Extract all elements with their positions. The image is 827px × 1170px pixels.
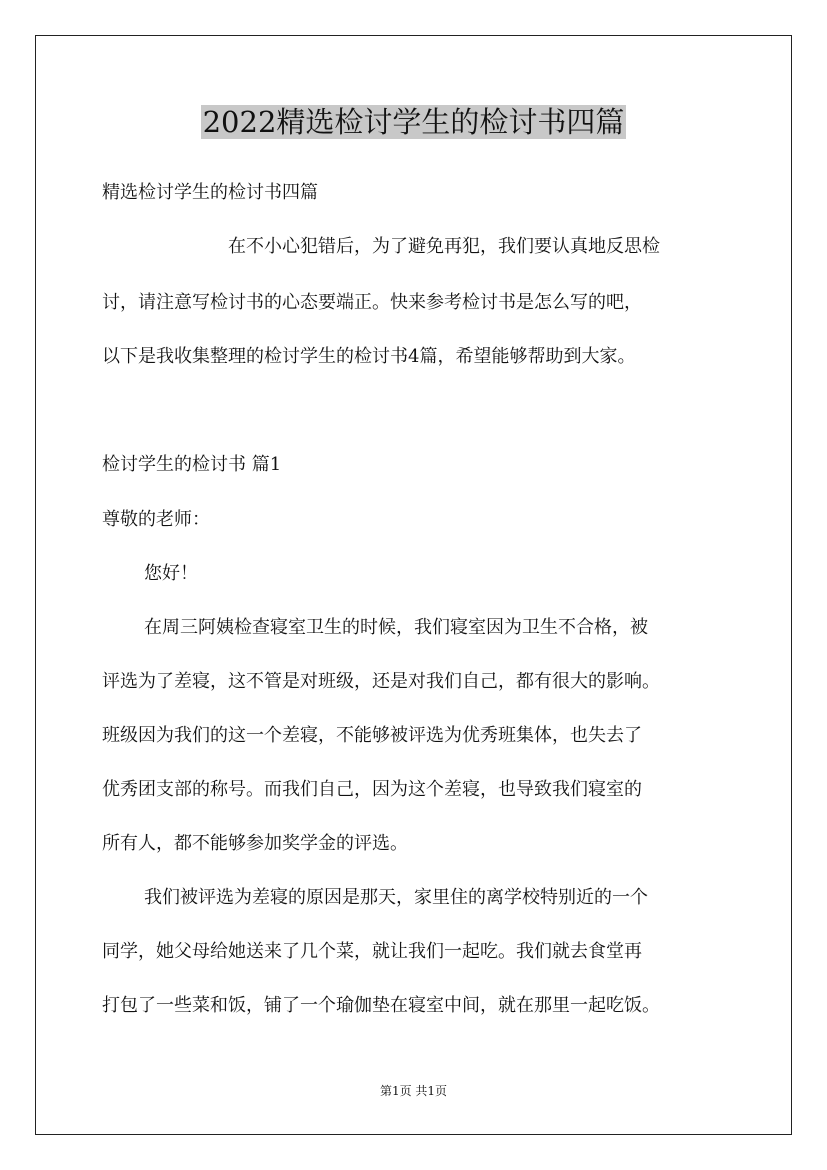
- page-footer: 第1页 共1页: [379, 1084, 448, 1098]
- paragraph1-line-1: 在周三阿姨检查寝室卫生的时候，我们寝室因为卫生不合格，被: [144, 617, 648, 638]
- paragraph1-line-5: 所有人，都不能够参加奖学金的评选。: [102, 833, 408, 854]
- greeting: 您好！: [144, 563, 198, 584]
- paragraph1-line-2: 评选为了差寝，这不管是对班级，还是对我们自己，都有很大的影响。: [102, 671, 660, 692]
- intro-line-3: 以下是我收集整理的检讨学生的检讨书4篇，希望能够帮助到大家。: [102, 346, 636, 367]
- paragraph2-line-3: 打包了一些菜和饭，铺了一个瑜伽垫在寝室中间，就在那里一起吃饭。: [102, 995, 660, 1016]
- document-title-row: [0, 102, 827, 142]
- document-subtitle: 精选检讨学生的检讨书四篇: [102, 182, 318, 203]
- paragraph2-line-1: 我们被评选为差寝的原因是那天，家里住的离学校特别近的一个: [144, 887, 648, 908]
- section-heading: 检讨学生的检讨书 篇1: [102, 454, 282, 475]
- paragraph1-line-3: 班级因为我们的这一个差寝，不能够被评选为优秀班集体，也失去了: [102, 725, 642, 746]
- document-title: 2022精选检讨学生的检讨书四篇: [202, 105, 625, 139]
- paragraph1-line-4: 优秀团支部的称号。而我们自己，因为这个差寝，也导致我们寝室的: [102, 779, 642, 800]
- salutation: 尊敬的老师：: [102, 509, 210, 530]
- intro-line-2: 讨，请注意写检讨书的心态要端正。快来参考检讨书是怎么写的吧，: [102, 292, 642, 313]
- intro-line-1: 在不小心犯错后，为了避免再犯，我们要认真地反思检: [228, 236, 660, 257]
- paragraph2-line-2: 同学，她父母给她送来了几个菜，就让我们一起吃。我们就去食堂再: [102, 941, 642, 962]
